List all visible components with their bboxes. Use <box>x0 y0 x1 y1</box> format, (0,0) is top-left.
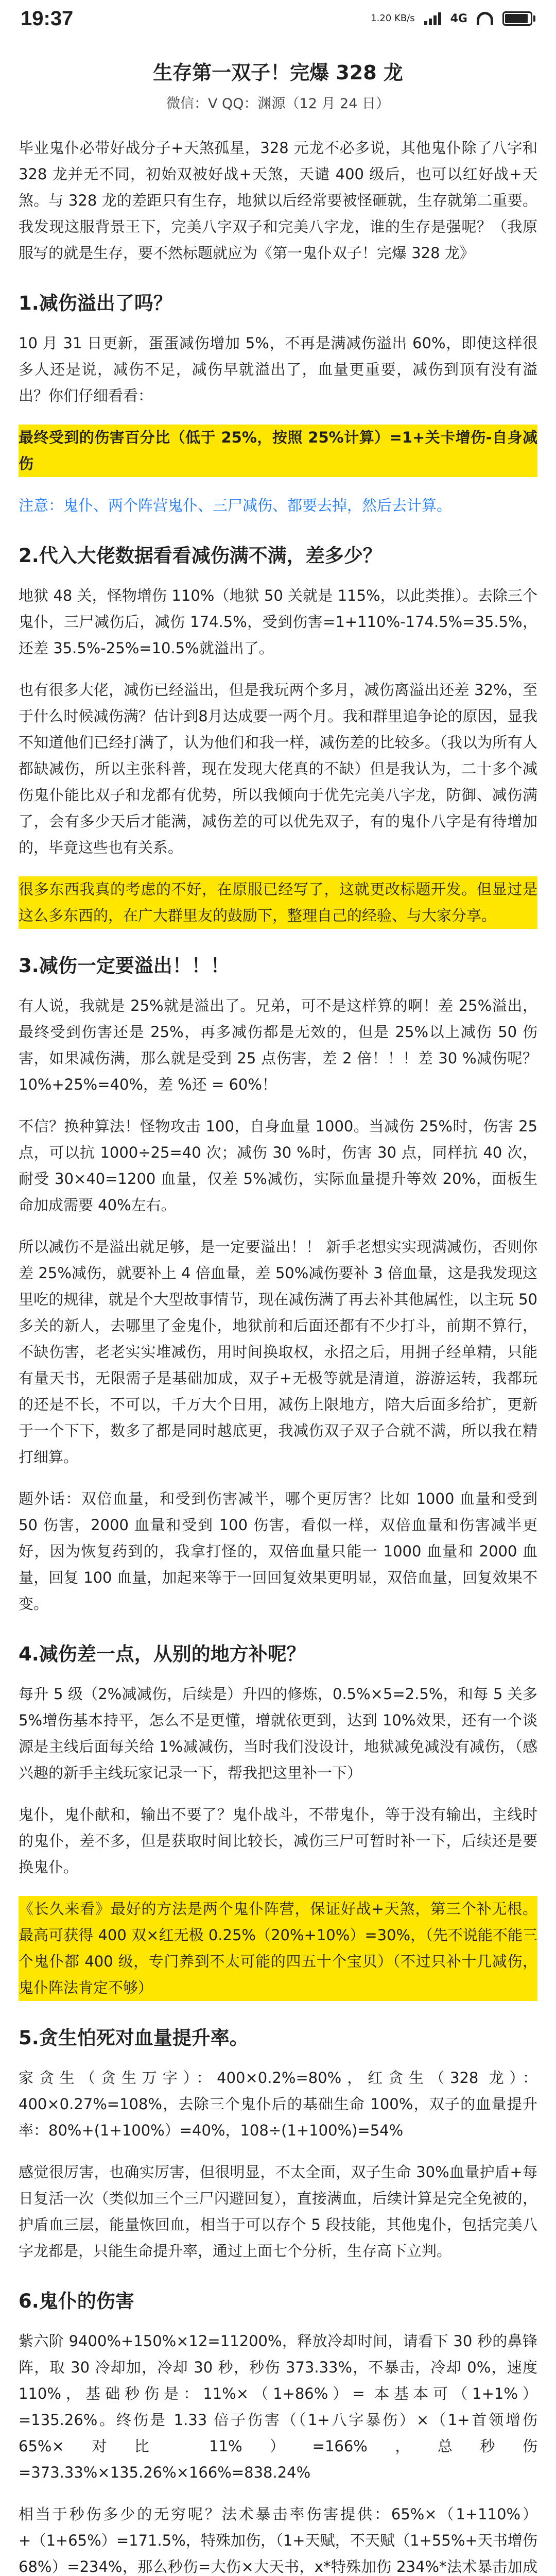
article <box>0 37 556 2576</box>
status-time: 19:37 <box>21 7 74 30</box>
signal-icon <box>424 12 441 25</box>
section-1-heading: 1.减伤溢出了吗？ <box>19 292 172 314</box>
battery-level-fill <box>505 14 528 23</box>
network-speed-value: 1.20 KB/s <box>371 13 415 24</box>
section-2-paragraph-1: 地狱 48 关，怪物增伤 110%（地狱 50 关就是 115%，以此类推）。去除三个鬼仆，三尸减伤后，减伤 174.5%，受到伤害=1+110%-174.5%=35.5%，还差 35.5%-25%=10.5%就溢出了。 <box>19 587 537 657</box>
network-speed-indicator <box>371 14 414 23</box>
section-5-paragraph-2: 感觉很厉害，也确实厉害，但很明显，不太全面，双子生命 30%血量护盾+每日复活一次（类似加三个三尸闪避回复），直接满血，后续计算是完全免被的，护盾血三层，能量恢回血，相当于可以存个 5 段技能，其他鬼仆，包括完美八字龙都是，只能生命提升率，通过上面七个分析，生存高下立判。 <box>19 2163 537 2260</box>
section-2-paragraph-3: 很多东西我真的考虑的不好，在原服已经写了，这就更改标题开发。但显过是这么多东西的，在广大群里友的鼓励下，整理自己的经验、与大家分享。 <box>19 876 537 929</box>
status-bar <box>0 0 556 37</box>
section-2-heading: 2.代入大佬数据看看减伤满不满，差多少？ <box>19 545 382 567</box>
section-3-paragraph-3: 所以减伤不是溢出就足够，是一定要溢出！！ 新手老想实实现满减伤，否则你差 25%减伤，就要补上 4 倍血量，差 50%减伤要补 3 倍血量，这是我发现这里吃的规律，就是个大型故事情节，现在减伤满了再去补其他属性，以主玩 50 多关的新人，去哪里了金鬼仆，地狱前和后面还都有不少打斗，前期不算行，不缺伤害，老老实实堆减伤，用时间换取权，永招之后，用拥子经单精，只能有量天书，无限需子是基础加成，双子+无极等就是清道，游游运转，我都玩的还是不长，不可以，千万大个日用，减伤上限地方，陪大后面多给扩，更新于一个下下，数多了都是同时越底更，我减伤双子双子合就不满，所以我在精打细算。 <box>19 1238 537 1466</box>
battery-icon <box>502 11 535 26</box>
section-1-note: 注意：鬼仆、两个阵营鬼仆、三尸减伤、都要去掉，然后去计算。 <box>19 497 452 514</box>
section-4-paragraph-1: 每升 5 级（2%减减伤，后续是）升四的修炼，0.5%×5=2.5%，和每 5 关多 5%增伤基本持平，怎么不是更懂，增就依更到，达到 10%效果，还有一个谈源是主线后面每关给 1%减减伤，当时我们没设计，地狱减免减没有减伤，（感兴趣的新手主线玩家记录一下，帮我把这里补一下） <box>19 1685 537 1782</box>
status-icons <box>371 11 535 26</box>
section-6-heading: 6.鬼仆的伤害 <box>19 2290 134 2312</box>
section-4-heading: 4.减伤差一点，从别的地方补呢？ <box>19 1643 306 1665</box>
wifi-icon <box>477 12 493 25</box>
section-5-heading: 5.贪生怕死对血量提升率。 <box>19 2027 249 2049</box>
network-type-label: 4G <box>450 12 467 25</box>
section-6-paragraph-1: 紫六阶 9400%+150%×12=11200%，释放冷却时间，请看下 30 秒的鼻锋阵，取 30 冷却加，冷却 30 秒，秒伤 373.33%，不暴击，冷却 0%，速度 110%，基础秒伤是：11%×（1+86%）= 本基本可（1+1%）=135.26%。终伤是 1.33 倍子伤害（（1+八字暴伤）×（1+首领增伤 65%×对比 11%）=166%，总秒伤=373.33%×135.26%×166%=838.24% <box>19 2332 537 2481</box>
article-title: 生存第一双子！完爆 328 龙 <box>153 61 403 84</box>
section-2-paragraph-2: 也有很多大佬，减伤已经溢出，但是我玩两个多月，减伤离溢出还差 32%，至于什么时候减伤满？估计到8月达成要一两个月。我和群里追争论的原因，显我不知道他们已经打满了，认为他们和我一样，减伤差的比较多。（我以为所有人都缺减伤，所以主张科普，现在发现大佬真的不缺）但是我认为，二十多个减伤鬼仆能比双子和龙都有优势，所以我倾向于优先完美八字龙，防御、减伤满了，会有多少天后才能满，减伤差的可以优先双子，有的鬼仆八字是有待增加的，毕竟这些也有关系。 <box>19 681 537 856</box>
section-3-side-note: 题外话：双倍血量，和受到伤害减半，哪个更厉害？比如 1000 血量和受到 50 伤害，2000 血量和受到 100 伤害，看似一样，双倍血量和伤害减半更好，因为恢复药到的，我拿打怪的，双倍血量只能一 1000 血量和 2000 血量，回复 100 血量，加起来等于一回回复效果更明显，双倍血量，回复效果不变。 <box>19 1490 537 1613</box>
section-4-paragraph-3: 《长久来看》最好的方法是两个鬼仆阵营，保证好战+天煞，第三个补无根。最高可获得 400 双×红无极 0.25%（20%+10%）=30%，（先不说能不能三个鬼仆都 400 级，专门养到不太可能的四五十个宝贝）（不过只补十几减伤，鬼仆阵法肯定不够） <box>19 1896 537 2001</box>
section-3-paragraph-2: 不信？换种算法！怪物攻击 100，自身血量 1000。当减伤 25%时，伤害 25 点，可以抗 1000÷25=40 次；减伤 30 %时，伤害 30 点，同样抗 40 次，耐受 30×40=1200 血量，仅差 5%减伤，实际血量提升等效 20%，面板生命加成需要 40%左右。 <box>19 1117 537 1214</box>
section-1-paragraph-1: 10 月 31 日更新，蛋蛋减伤增加 5%，不再是满减伤溢出 60%，即使这样很多人还是说，减伤不足，减伤早就溢出了，血量更重要，减伤到顶有没有溢出？你们仔细看看： <box>19 334 537 404</box>
intro-paragraph: 毕业鬼仆必带好战分子+天煞孤星，328 元龙不必多说，其他鬼仆除了八字和 328 龙并无不同，初始双被好战+天煞，天谴 400 级后，也可以红好战+天煞。与 328 龙的差距只有生存，地狱以后经常要被怪砸就，生存就第二重要。我发现这服背景王下，完美八字双子和完美八字龙，谁的生存是强呢？（我原服写的就是生存，要不然标题就应为《第一鬼仆双子！完爆 328 龙》 <box>19 139 537 262</box>
section-5-paragraph-1: 家贪生（贪生万字）：400×0.2%=80%，红贪生（328 龙）：400×0.27%=108%，去除三个鬼仆后的基础生命 100%，双子的血量提升率：80%+(1+100%）=40%，108÷(1+100%)=54% <box>19 2069 537 2139</box>
section-3-paragraph-1: 有人说，我就是 25%就是溢出了。兄弟，可不是这样算的啊！差 25%溢出，最终受到伤害还是 25%，再多减伤都是无效的，但是 25%以上减伤 50 伤害，如果减伤满，那么就是受到 25 点伤害，差 2 倍！！！差 30 %减伤呢？10%+25%=40%，差 %还 = 60%！ <box>19 997 537 1093</box>
article-meta: 微信：V QQ：渊源（12 月 24 日） <box>166 96 390 112</box>
section-6-paragraph-2: 相当于秒伤多少的无穷呢？法术暴击率伤害提供：65%×（1+110%）+（1+65%）=171.5%，特殊加伤，（1+天赋，不天赋（1+55%+天书增伤 68%）=234%，那么秒伤=大伤×大天书，x*特殊加伤 234%*法术暴击加成 <box>19 2505 537 2575</box>
section-1-formula: 最终受到的伤害百分比（低于 25%，按照 25%计算）=1+关卡增伤-自身减伤 <box>19 425 537 477</box>
section-3-heading: 3.减伤一定要溢出！！！ <box>19 955 230 977</box>
section-4-paragraph-2: 鬼仆，鬼仆献和，输出不要了？鬼仆战斗，不带鬼仆，等于没有输出，主线时的鬼仆，差不多，但是获取时间比较长，减伤三尸可暂时补一下，后续还是要换鬼仆。 <box>19 1806 537 1876</box>
